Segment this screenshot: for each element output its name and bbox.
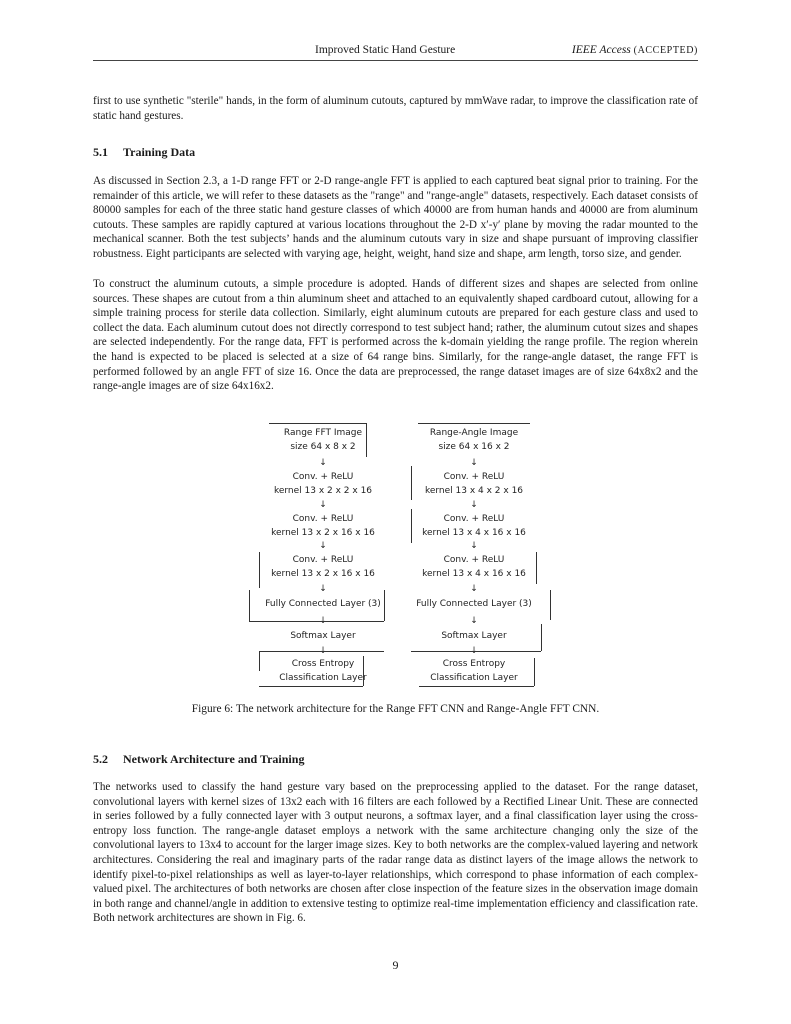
diagram-line [363, 656, 364, 686]
block-line: kernel 13 x 2 x 2 x 16 [273, 486, 373, 496]
intro-paragraph: first to use synthetic "sterile" hands, in the form of aluminum cutouts, captured by mmWave radar, to improve the classification rate of static hand gestures. [93, 95, 698, 122]
header-rule [93, 60, 698, 61]
block-line: Cross Entropy [442, 659, 506, 669]
section-number: 5.2 [93, 752, 108, 766]
diagram-line [419, 686, 534, 687]
left-block-fc [248, 597, 398, 611]
left-block-input [248, 426, 398, 454]
right-block-classification [399, 657, 549, 685]
diagram-line [259, 651, 384, 652]
section-number: 5.1 [93, 145, 108, 159]
block-line: kernel 13 x 4 x 16 x 16 [422, 528, 526, 538]
left-block-conv2 [248, 512, 398, 540]
section-5-2-paragraph-1: The networks used to classify the hand gesture vary based on the preprocessing applied to the dataset. For the range dataset, convolutional layers with kernel sizes of 13x2 each with 16 filters are each followed by a Rectified Linear Unit. These are connected in series followed by a fully connected layer with 3 output neurons, a softmax layer, and a final classification layer using the cross-entropy loss function. The range-angle dataset employs a network with the same architecture changing only the size of the convolutional layers to 13x4 to account for the larger image sizes. Key to both networks are the complex-valued layering and network architectures. Considering the real and imaginary parts of the radar range data as distinct layers of the image allows the network to identify pixel-to-pixel relationships as well as layer-to-layer relationships, which correspond to phase information of each complex-valued pixel. The architectures of both networks are chosen after close inspection of the feature sizes in the observation image domain in both range and channel/angle in addition to extensive testing to optimize real-time implementation efficiency and classification rate. Both network architectures are shown in Fig. 6. [93, 781, 698, 925]
block-line: Conv. + ReLU [292, 472, 354, 482]
block-line: Conv. + ReLU [292, 555, 354, 565]
figure-caption: Figure 6: The network architecture for the Range FFT CNN and Range-Angle FFT CNN. [191, 703, 600, 715]
down-arrow-icon: ↓ [470, 500, 478, 510]
section-heading-5-2 [93, 752, 304, 767]
block-line: Softmax Layer [441, 631, 507, 641]
section-title: Training Data [123, 145, 196, 159]
diagram-line [541, 624, 542, 651]
block-line: Range-Angle Image [429, 428, 519, 438]
left-block-softmax [248, 629, 398, 643]
diagram-line [249, 590, 250, 622]
down-arrow-icon: ↓ [319, 458, 327, 468]
down-arrow-icon: ↓ [319, 541, 327, 551]
journal-name: IEEE Access [571, 44, 631, 56]
section-5-1-paragraph-1: As discussed in Section 2.3, a 1-D range FFT or 2-D range-angle FFT is applied to each captured beat signal prior to training. For the remainder of this article, we will refer to these datasets as the "range" and "range-angle" datasets, respectively. Each dataset consists of 80000 samples for each of the three static hand gesture classes of which 40000 are from human hands and 40000 are from aluminum cutouts. These samples are rapidly captured at various locations throughout the 2-D x′-y′ plane by moving the radar mounted to the mechanical scanner. Both the test subjects’ hands and the aluminum cutouts vary in size and shape pursuant of improving classifier robustness. Eight participants are selected with varying age, height, weight, hand size and shape, arm length, torso size, and gender. [93, 175, 698, 260]
diagram-line [411, 651, 541, 652]
block-line: Conv. + ReLU [443, 472, 505, 482]
block-line: Classification Layer [279, 673, 367, 683]
down-arrow-icon: ↓ [470, 541, 478, 551]
block-line: Conv. + ReLU [443, 514, 505, 524]
block-line: Softmax Layer [290, 631, 356, 641]
block-line: kernel 13 x 4 x 16 x 16 [422, 569, 526, 579]
down-arrow-icon: ↓ [319, 500, 327, 510]
right-block-conv1 [399, 470, 549, 498]
right-block-conv2 [399, 512, 549, 540]
diagram-line [259, 651, 260, 671]
down-arrow-icon: ↓ [319, 584, 327, 594]
diagram-line [534, 658, 535, 686]
down-arrow-icon: ↓ [319, 646, 327, 656]
right-block-fc [399, 597, 549, 611]
diagram-line [418, 423, 530, 424]
block-line: Fully Connected Layer (3) [416, 599, 532, 609]
left-block-classification [248, 657, 398, 685]
down-arrow-icon: ↓ [470, 458, 478, 468]
block-line: size 64 x 8 x 2 [290, 442, 356, 452]
diagram-line [384, 590, 385, 621]
down-arrow-icon: ↓ [470, 646, 478, 656]
left-block-conv1 [248, 470, 398, 498]
block-line: Classification Layer [430, 673, 518, 683]
right-block-softmax [399, 629, 549, 643]
diagram-line [259, 686, 363, 687]
block-line: Range FFT Image [283, 428, 363, 438]
section-title: Network Architecture and Training [123, 752, 305, 766]
block-line: Fully Connected Layer (3) [265, 599, 381, 609]
left-block-conv3 [248, 553, 398, 581]
page-number: 9 [392, 958, 399, 972]
diagram-line [269, 423, 366, 424]
section-heading-5-1 [93, 145, 195, 160]
block-line: size 64 x 16 x 2 [438, 442, 510, 452]
block-line: Conv. + ReLU [292, 514, 354, 524]
diagram-line [411, 466, 412, 500]
block-line: Cross Entropy [291, 659, 355, 669]
diagram-line [411, 509, 412, 543]
header-journal [572, 42, 698, 59]
right-block-input [399, 426, 549, 454]
diagram-line [536, 552, 537, 584]
block-line: Conv. + ReLU [443, 555, 505, 565]
header-title: Improved Static Hand Gesture [315, 44, 456, 56]
down-arrow-icon: ↓ [470, 616, 478, 626]
block-line: kernel 13 x 2 x 16 x 16 [271, 569, 375, 579]
down-arrow-icon: ↓ [470, 584, 478, 594]
block-line: kernel 13 x 4 x 2 x 16 [424, 486, 524, 496]
diagram-line [259, 552, 260, 588]
block-line: kernel 13 x 2 x 16 x 16 [271, 528, 375, 538]
diagram-line [249, 621, 384, 622]
diagram-line [366, 423, 367, 457]
down-arrow-icon: ↓ [319, 616, 327, 626]
journal-status: (ACCEPTED) [633, 45, 698, 56]
running-header [93, 42, 698, 60]
diagram-line [550, 590, 551, 620]
section-5-1-paragraph-2: To construct the aluminum cutouts, a simple procedure is adopted. Hands of different sizes and shapes are selected from online sources. These shapes are cutout from a thin aluminum sheet and attached to an equivalently shaped cardboard cutout, allowing for a simple training process for sterile data collection. Similarly, eight aluminum cutouts are prepared for each gesture class and used to collect the data. Each aluminum cutout does not directly correspond to test subject hand; rather, the aluminum cutout sizes and shapes are selected independently. For the range data, FFT is performed across the k-domain yielding the range profile. The region wherein the hand is expected to be placed is selected at a size of 64 range bins. Similarly, for the range-angle dataset, the range FFT is performed followed by an angle FFT of size 16. Once the data are preprocessed, the range dataset images are of size 64x8x2 and the range-angle images are of size 64x16x2. [93, 278, 698, 393]
right-block-conv3 [399, 553, 549, 581]
